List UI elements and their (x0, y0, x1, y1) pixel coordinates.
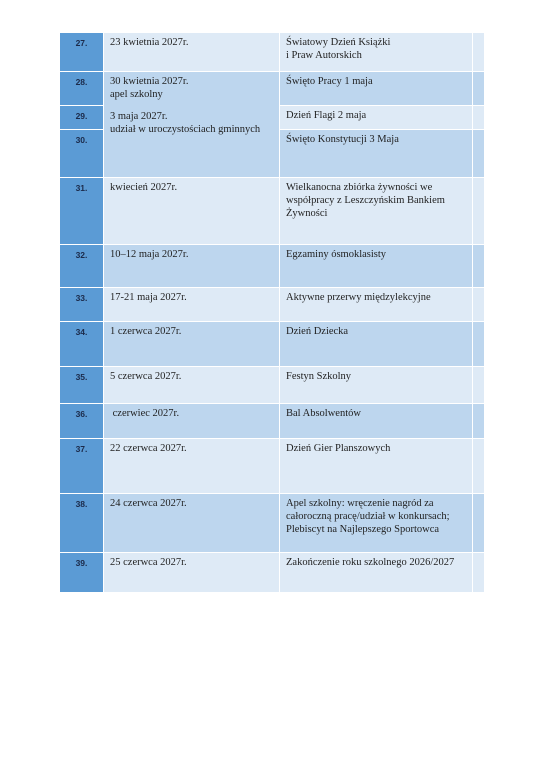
extra-cell (472, 106, 484, 130)
table-row (60, 553, 484, 593)
date-cell: 22 czerwca 2027r. (103, 439, 279, 494)
event-cell: Bal Absolwentów (279, 404, 472, 439)
table-row (60, 322, 484, 367)
date-cell: 24 czerwca 2027r. (103, 494, 279, 553)
event-cell: Dzień Gier Planszowych (279, 439, 472, 494)
row-number: 36. (60, 404, 103, 439)
event-cell: Wielkanocna zbiórka żywności we współpracy z Leszczyńskim Bankiem Żywności (279, 178, 472, 245)
row-number: 32. (60, 245, 103, 288)
table-row (60, 288, 484, 322)
extra-cell (472, 178, 484, 245)
date-cell: 5 czerwca 2027r. (103, 367, 279, 404)
table-row (60, 245, 484, 288)
event-cell: Święto Konstytucji 3 Maja (279, 130, 472, 178)
row-number: 33. (60, 288, 103, 322)
extra-cell (472, 553, 484, 593)
date-cell: 17-21 maja 2027r. (103, 288, 279, 322)
date-cell: 25 czerwca 2027r. (103, 553, 279, 593)
row-number: 27. (60, 33, 103, 72)
date-cell: 23 kwietnia 2027r. (103, 33, 279, 72)
event-cell: Święto Pracy 1 maja (279, 72, 472, 106)
event-cell: Dzień Dziecka (279, 322, 472, 367)
extra-cell (472, 130, 484, 178)
date-cell: 10–12 maja 2027r. (103, 245, 279, 288)
date-cell: 30 kwietnia 2027r. apel szkolny 3 maja 2027r. udział w uroczystościach gminnych (103, 72, 279, 178)
event-cell: Festyn Szkolny (279, 367, 472, 404)
table-row (60, 367, 484, 404)
date-cell: kwiecień 2027r. (103, 178, 279, 245)
event-cell: Światowy Dzień Książki i Praw Autorskich (279, 33, 472, 72)
extra-cell (472, 494, 484, 553)
event-cell: Zakończenie roku szkolnego 2026/2027 (279, 553, 472, 593)
row-number: 34. (60, 322, 103, 367)
extra-cell (472, 322, 484, 367)
extra-cell (472, 33, 484, 72)
extra-cell (472, 367, 484, 404)
merged-date-block (60, 72, 279, 178)
row-number: 28. (60, 72, 103, 106)
extra-cell (472, 72, 484, 106)
row-number: 31. (60, 178, 103, 245)
extra-cell (472, 245, 484, 288)
row-number: 35. (60, 367, 103, 404)
event-cell: Apel szkolny: wręczenie nagród za całoroczną pracę/udział w konkursach; Plebiscyt na Najlepszego Sportowca (279, 494, 472, 553)
event-cell: Aktywne przerwy międzylekcyjne (279, 288, 472, 322)
table-row (60, 439, 484, 494)
row-number: 39. (60, 553, 103, 593)
table-row (60, 33, 484, 72)
row-number: 38. (60, 494, 103, 553)
table-row (60, 178, 484, 245)
event-cell: Dzień Flagi 2 maja (279, 106, 472, 130)
table-row (60, 404, 484, 439)
date-cell: 1 czerwca 2027r. (103, 322, 279, 367)
event-cell: Egzaminy ósmoklasisty (279, 245, 472, 288)
date-cell: czerwiec 2027r. (103, 404, 279, 439)
extra-cell (472, 288, 484, 322)
extra-cell (472, 439, 484, 494)
row-number: 37. (60, 439, 103, 494)
table-row (60, 494, 484, 553)
row-number: 30. (60, 130, 103, 178)
extra-cell (472, 404, 484, 439)
row-number: 29. (60, 106, 103, 130)
